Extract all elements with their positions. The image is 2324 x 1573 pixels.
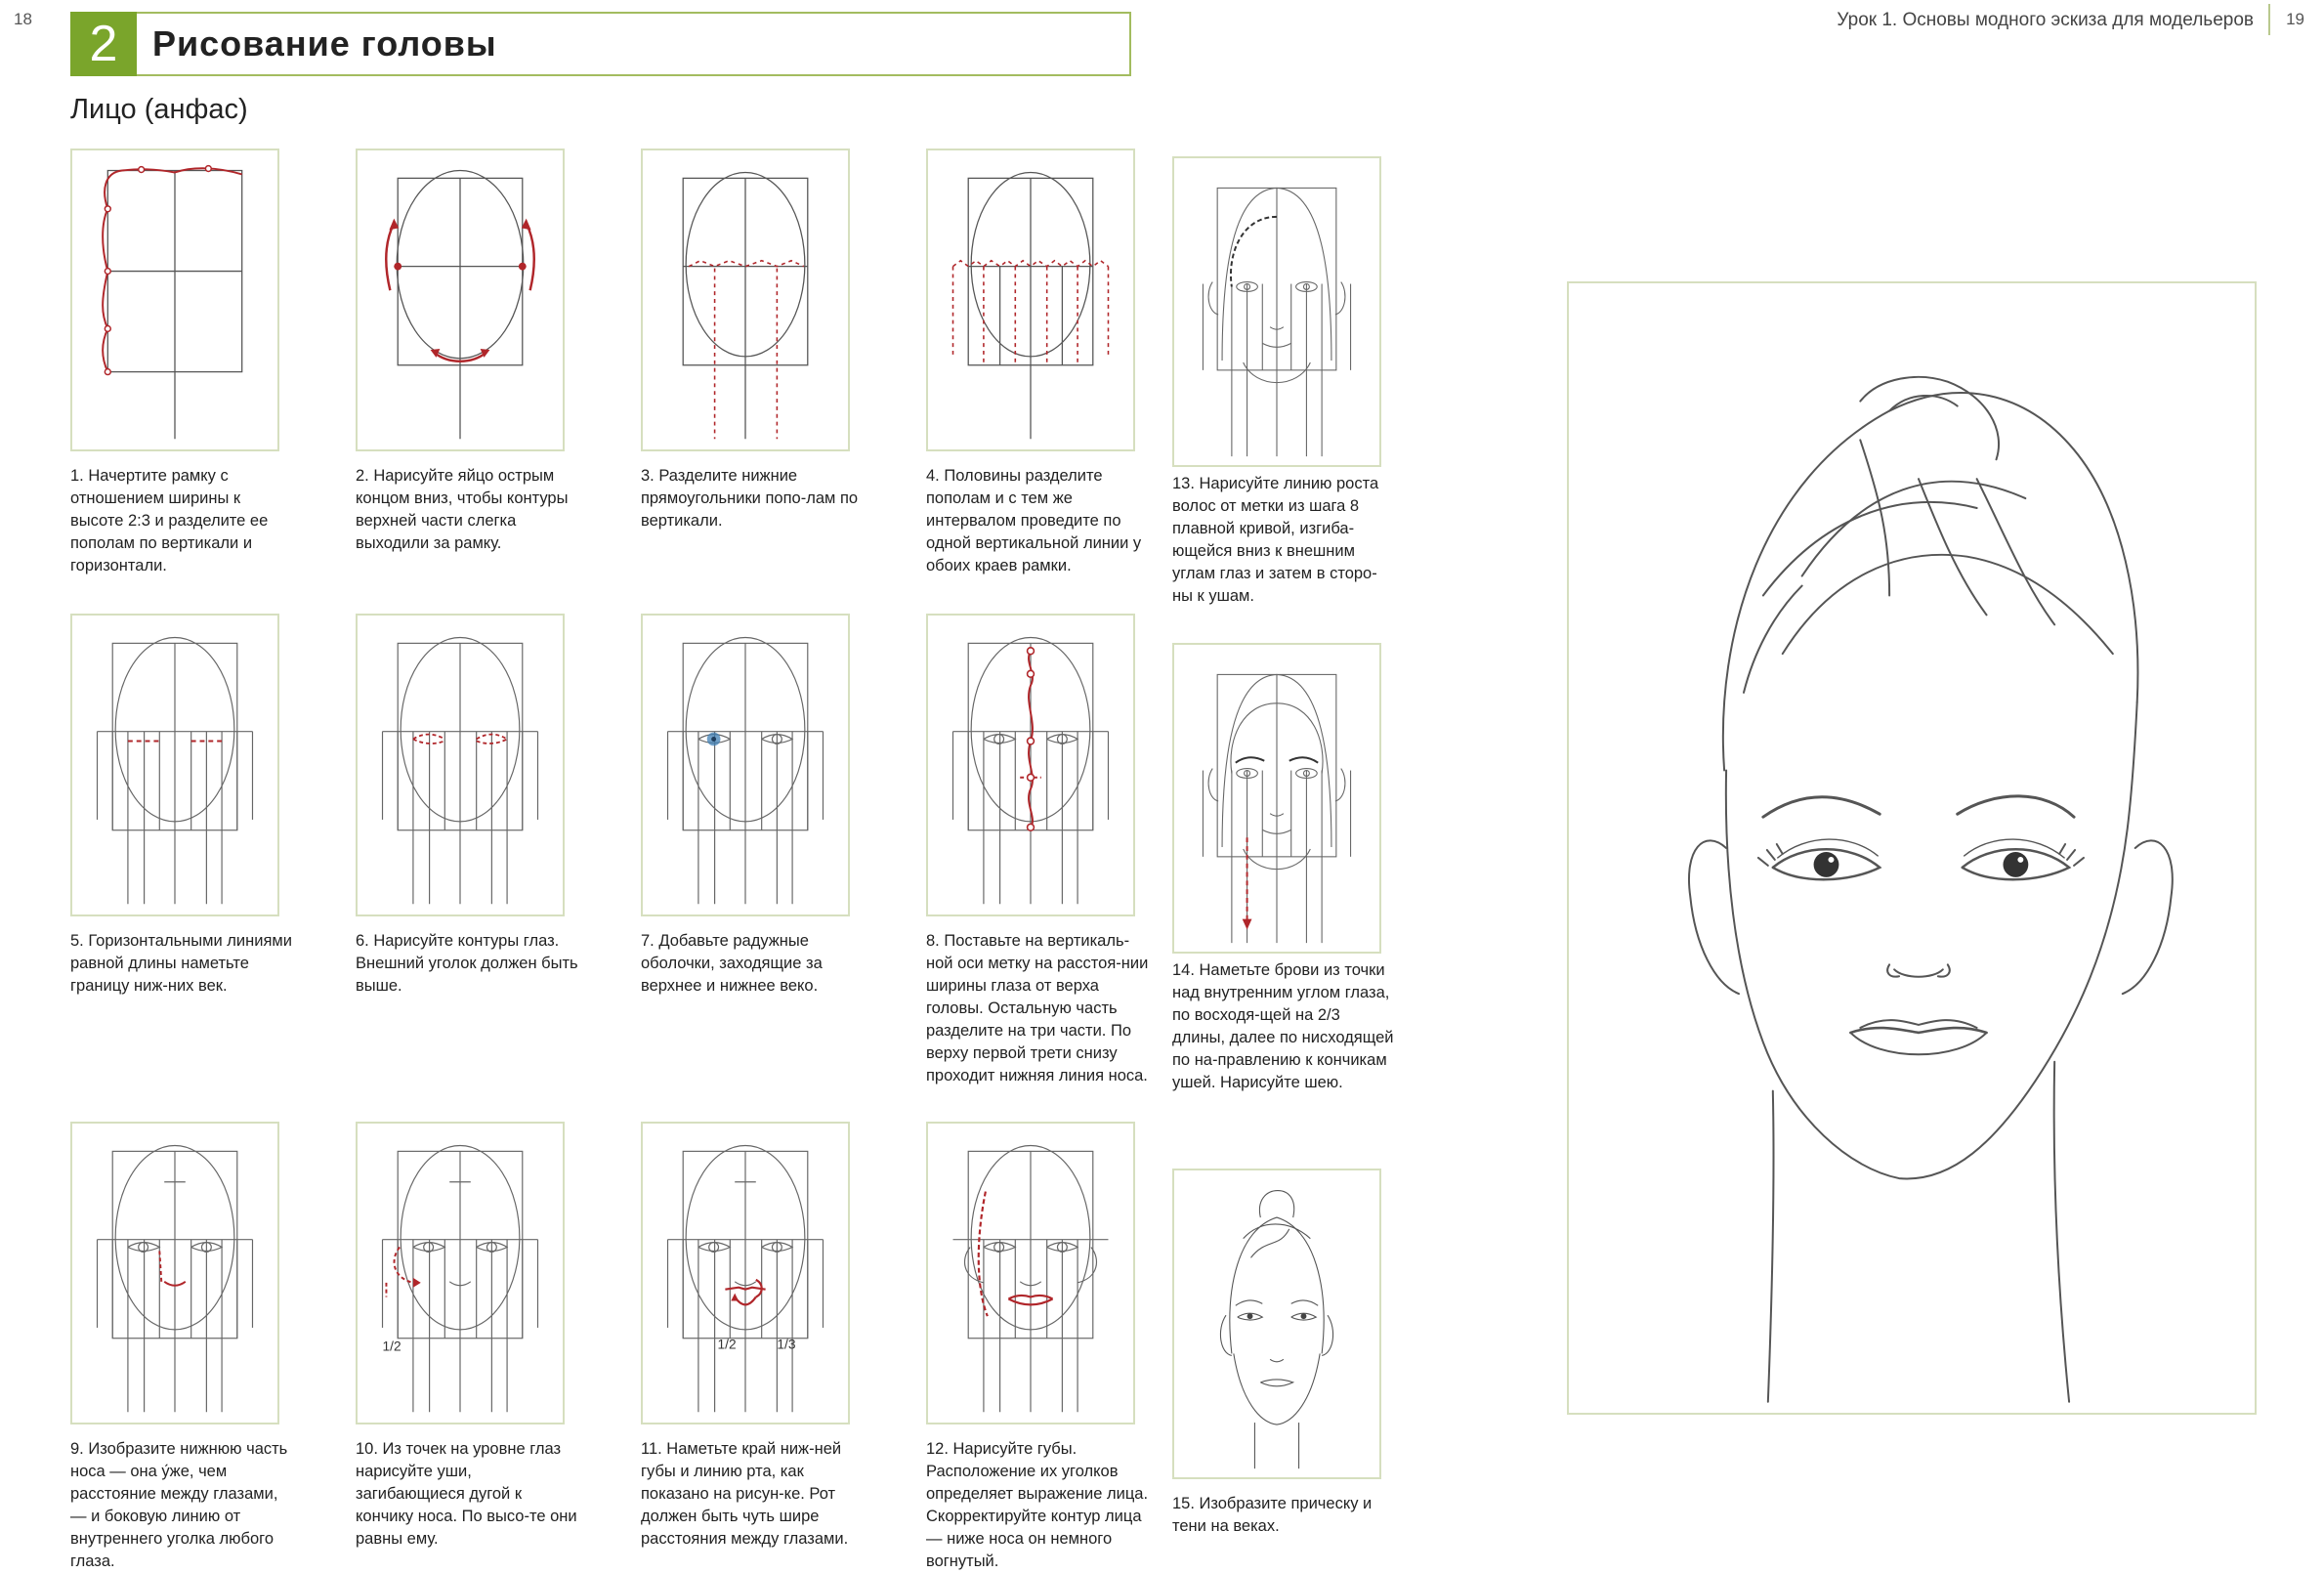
step-4-caption: 4. Половины разделите пополам и с тем же интервалом проведите по одной вертикальной линии у обоих краев рамки. xyxy=(926,467,1142,574)
step-13-caption: 13. Нарисуйте линию роста волос от метки из шага 8 плавной кривой, изгиба-ющейся вниз к внешним углам глаз и затем в сторо-ны к ушам. xyxy=(1172,475,1379,605)
step-4-illustration xyxy=(926,149,1135,451)
left-page-number: 18 xyxy=(14,10,32,28)
step-4-diagram xyxy=(928,150,1133,449)
step-13-illustration xyxy=(1172,156,1381,467)
step-11-fraction-label-third: 1/3 xyxy=(777,1337,796,1352)
step-3-illustration xyxy=(641,149,850,451)
step-7-illustration xyxy=(641,614,850,916)
right-page-number: 19 xyxy=(2286,10,2304,28)
step-14-illustration xyxy=(1172,643,1381,954)
step-15-caption: 15. Изобразите прическу и тени на веках. xyxy=(1172,1495,1373,1535)
step-2-diagram xyxy=(358,150,563,449)
step-6-diagram xyxy=(358,616,563,914)
header-divider xyxy=(2268,4,2270,35)
step-1-illustration xyxy=(70,149,279,451)
step-6-caption: 6. Нарисуйте контуры глаз. Внешний уголок должен быть выше. xyxy=(356,932,578,995)
step-3-caption: 3. Разделите нижние прямоугольники попо-лам по вертикали. xyxy=(641,467,859,530)
step-5-caption: 5. Горизонтальными линиями равной длины наметьте границу ниж-них век. xyxy=(70,932,292,995)
section-title: Рисование головы xyxy=(152,23,497,64)
step-15-drawing xyxy=(1174,1170,1379,1477)
step-13-diagram xyxy=(1174,158,1379,465)
face-portrait-drawing xyxy=(1569,283,2255,1413)
step-15-illustration xyxy=(1172,1169,1381,1479)
step-12-illustration xyxy=(926,1122,1135,1424)
step-12-diagram xyxy=(928,1124,1133,1423)
step-1-diagram xyxy=(72,150,277,449)
step-5-diagram xyxy=(72,616,277,914)
step-9-diagram xyxy=(72,1124,277,1423)
step-10-diagram xyxy=(358,1124,563,1423)
step-5-illustration xyxy=(70,614,279,916)
step-14-caption: 14. Наметьте брови из точки над внутренним углом глаза, по восходя-щей на 2/3 длины, далее по нисходящей по на-правлению к кончикам ушей. Нарисуйте шею. xyxy=(1172,961,1394,1091)
section-number-badge: 2 xyxy=(70,12,137,76)
step-10-caption: 10. Из точек на уровне глаз нарисуйте уши, загибающиеся дугой к кончику носа. По высо-те они равны ему. xyxy=(356,1440,577,1548)
running-header: Урок 1. Основы модного эскиза для модельеров xyxy=(1837,10,2254,30)
step-1-caption: 1. Начертите рамку с отношением ширины к высоте 2:3 и разделите ее пополам по вертикали и горизонтали. xyxy=(70,467,269,574)
step-2-illustration xyxy=(356,149,565,451)
subtitle: Лицо (анфас) xyxy=(70,94,248,125)
step-2-caption: 2. Нарисуйте яйцо острым концом вниз, чтобы контуры верхней части слегка выходили за рамку. xyxy=(356,467,569,552)
step-9-caption: 9. Изобразите нижнюю часть носа — она у́же, чем расстояние между глазами, — и боковую линию от внутреннего уголка любого глаза. xyxy=(70,1440,288,1570)
finished-face-sketch xyxy=(1567,281,2257,1415)
step-11-fraction-label-half: 1/2 xyxy=(717,1337,737,1352)
step-3-diagram xyxy=(643,150,848,449)
step-12-caption: 12. Нарисуйте губы. Расположение их уголков определяет выражение лица. Скорректируйте контур лица — ниже носа он немного вогнутый. xyxy=(926,1440,1149,1570)
step-10-illustration xyxy=(356,1122,565,1424)
step-11-illustration xyxy=(641,1122,850,1424)
step-14-diagram xyxy=(1174,645,1379,952)
step-8-illustration xyxy=(926,614,1135,916)
section-header xyxy=(70,12,1131,76)
step-10-fraction-label: 1/2 xyxy=(382,1339,401,1354)
step-11-caption: 11. Наметьте край ниж-ней губы и линию рта, как показано на рисун-ке. Рот должен быть чуть шире расстояния между глазами. xyxy=(641,1440,849,1548)
step-9-illustration xyxy=(70,1122,279,1424)
step-8-diagram xyxy=(928,616,1133,914)
step-11-diagram xyxy=(643,1124,848,1423)
step-7-caption: 7. Добавьте радужные оболочки, заходящие за верхнее и нижнее веко. xyxy=(641,932,823,995)
step-7-diagram xyxy=(643,616,848,914)
step-6-illustration xyxy=(356,614,565,916)
step-8-caption: 8. Поставьте на вертикаль-ной оси метку на расстоя-нии ширины глаза от верха головы. Остальную часть разделите на три части. По верху первой трети снизу проходит нижняя линия носа. xyxy=(926,932,1149,1084)
